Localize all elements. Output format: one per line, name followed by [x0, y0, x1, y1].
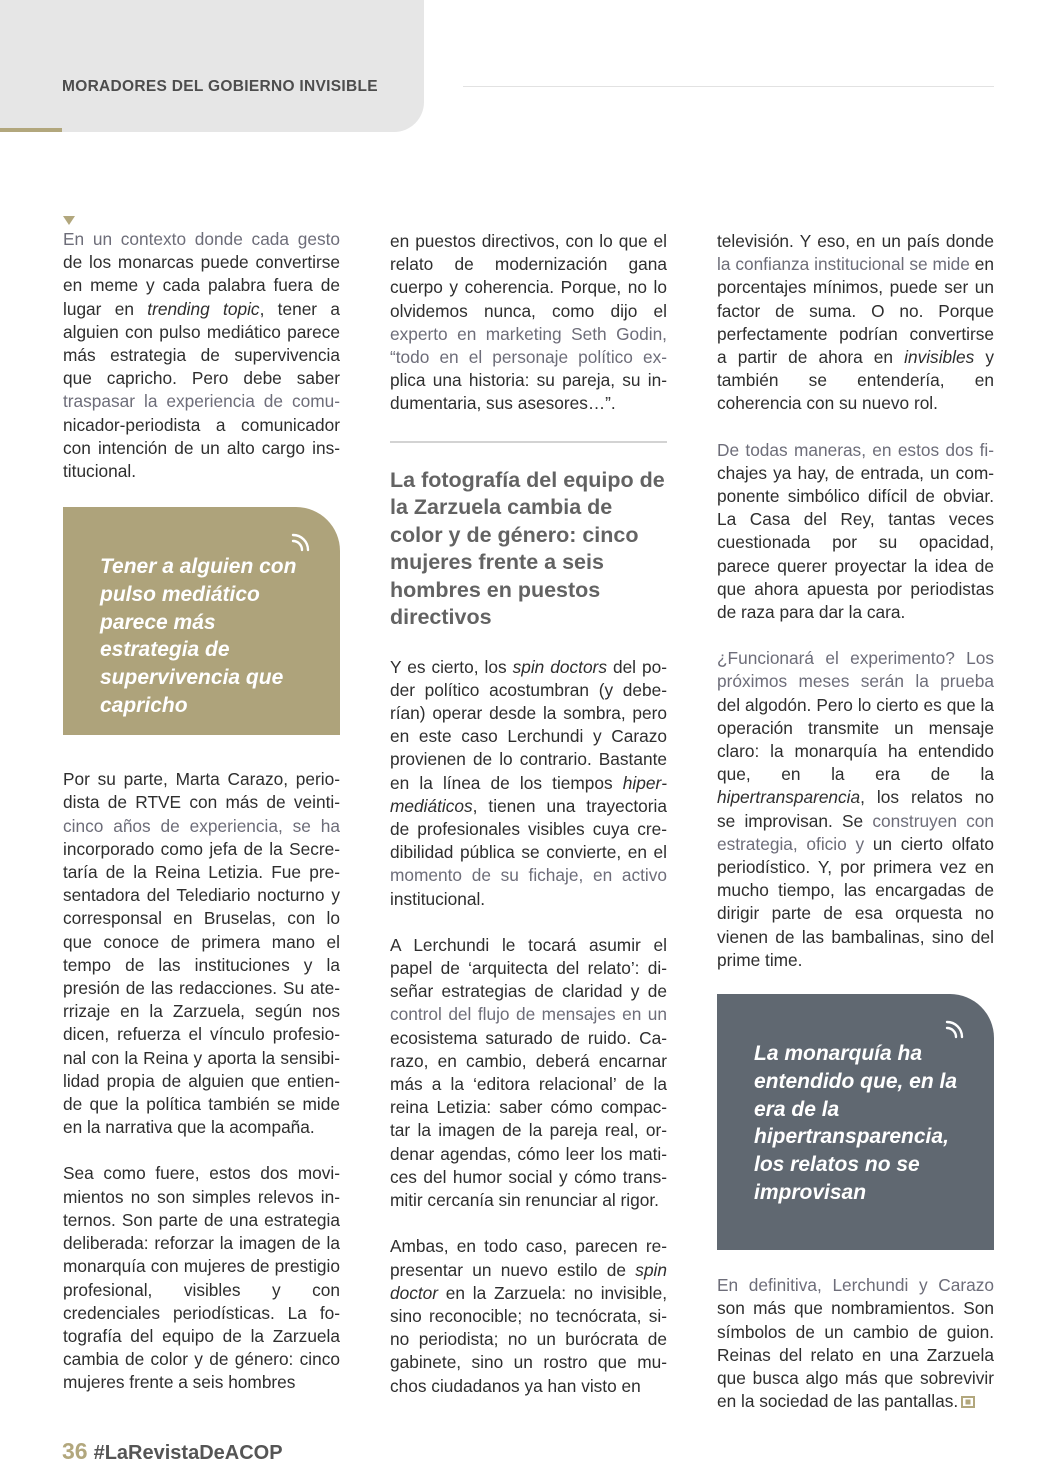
paragraph: Ambas, en todo caso, parecen representar un nuevo estilo de spin doctor en la Zarzuela: no invisible, sino reconocible; no tecnócrata, sino periodista; no un burócrata de gabinete, sino un rostro que muchos ciudadanos ya han visto en [390, 1236, 667, 1396]
paragraph: ¿Funcionará el experimento? Los próximos meses serán la prueba del algodón. Pero lo cierto es que la operación transmite un mensaje claro: la monarquía ha entendido que, en la era de la hipertransparencia, los relatos no se improvisan. Se construyen con estrategia, oficio y un cierto olfato periodístico. Y, por primera vez en mucho tiempo, las encargadas de dirigir parte de esa orquesta no vienen de las bambalinas, sino del prime time. [717, 648, 994, 970]
paragraph: De todas maneras, en estos dos fichajes ya hay, de entrada, un componente simbólico difícil de obviar. La Casa del Rey, tantas veces cuestionada por su opacidad, parece querer proyectar la idea de que ahora apuesta por periodistas de raza para dar la cara. [717, 439, 994, 623]
header-band [0, 0, 424, 132]
pull-quote-text: Tener a alguien con pulso mediático parece más estrategia de supervivencia que capricho [100, 555, 297, 717]
paragraph: En definitiva, Lerchundi y Carazo son más que nombramientos. Son símbolos de un cambio de guion. Reinas del relato en una Zarzuela que busca algo más que sobrevivir en la sociedad de las pantallas. [717, 1275, 994, 1412]
article-column-2 [390, 230, 667, 1398]
section-subheading: La fotografía del equipo de la Zarzuela cambia de color y de género: cinco mujeres frente a seis hombres en puestos directivos [390, 467, 665, 630]
pull-quote-text: La monarquía ha entendido que, en la era de la hipertransparencia, los relatos no se improvisan [754, 1042, 958, 1204]
magazine-hashtag: #LaRevistaDeACOP [93, 1442, 283, 1464]
paragraph: A Lerchundi le tocará asumir el papel de ‘arquitecta del relato’: diseñar estrategias de claridad y de control del flujo de mensajes en un ecosistema saturado de ruido. Carazo, en cambio, deberá encarnar más a la ‘editora relacional’ de la reina Letizia: saber cómo compactar la imagen de la pareja real, ordenar agendas, cómo leer los matices del humor social y cómo transmitir cercanía sin renunciar al rigor. [390, 934, 667, 1211]
pull-quote [63, 507, 340, 735]
section-divider [390, 441, 667, 443]
paragraph: Y es cierto, los spin doctors del poder político acostumbran (y deberían) operar desde la sombra, pero en este caso Lerchundi y Carazo provienen de lo contrario. Bastante en la línea de los tiempos hipermediáticos, tienen una trayectoria de profesionales visibles cuya credibilidad pública se convierte, en el momento de su fichaje, en activo institucional. [390, 656, 667, 909]
article-column-1 [63, 230, 340, 1395]
article-end-marker-icon [961, 1391, 975, 1403]
page-number: 36 [62, 1438, 88, 1464]
paragraph: televisión. Y eso, en un país donde la confianza institucional se mide en porcentajes mínimos, puede ser un factor de suma. O no. Porque perfectamente podrían convertirse a partir de ahora en invisibles y también se entendería, en coherencia con su nuevo rol. [717, 231, 994, 414]
pull-quote [717, 994, 994, 1250]
paragraph: en puestos directivos, con lo que el relato de modernización gana cuerpo y coherencia. Porque, no lo olvidemos nunca, como dijo el experto en marketing Seth Godin, “todo en el personaje político explica una historia: su pareja, su indumentaria, sus asesores…”. [390, 231, 667, 414]
header-accent-bar [0, 128, 62, 132]
quote-signal-icon [944, 1016, 968, 1040]
paragraph: Por su parte, Marta Carazo, periodista de RTVE con más de veinticinco años de experiencia, se ha incorporado como jefa de la Secretaría de la Reina Letizia. Fue presentadora del Telediario nocturno y corresponsal en Bruselas, con lo que conoce de primera mano el tempo de las instituciones y la presión de las redacciones. Su aterrizaje en la Zarzuela, según nos dicen, refuerza el vínculo profesional con la Reina y aporta la sensibilidad propia de alguien que entiende que la política también se mide en la narrativa que la acompaña. [63, 769, 340, 1138]
section-title: MORADORES DEL GOBIERNO INVISIBLE [62, 78, 378, 95]
page-footer [62, 1438, 283, 1465]
paragraph: Sea como fuere, estos dos movimientos no son simples relevos internos. Son parte de una estrategia deliberada: reforzar la imagen de la monarquía con mujeres de prestigio profesional, visibles y con credenciales periodísticas. La fotografía del equipo de la Zarzuela cambia de color y de género: cinco mujeres frente a seis hombres [63, 1163, 340, 1393]
article-column-3 [717, 230, 994, 1413]
article-start-marker-icon [63, 216, 75, 225]
quote-signal-icon [290, 529, 314, 553]
paragraph: En un contexto donde cada gesto de los monarcas puede convertirse en meme y cada palabra fuera de lugar en trending topic, tener a alguien con pulso mediático parece más estrategia de supervivencia que capricho. Pero debe saber traspasar la experiencia de comunicador-periodista a comunicador con intención de un alto cargo institucional. [63, 229, 340, 482]
header-divider [463, 86, 994, 87]
